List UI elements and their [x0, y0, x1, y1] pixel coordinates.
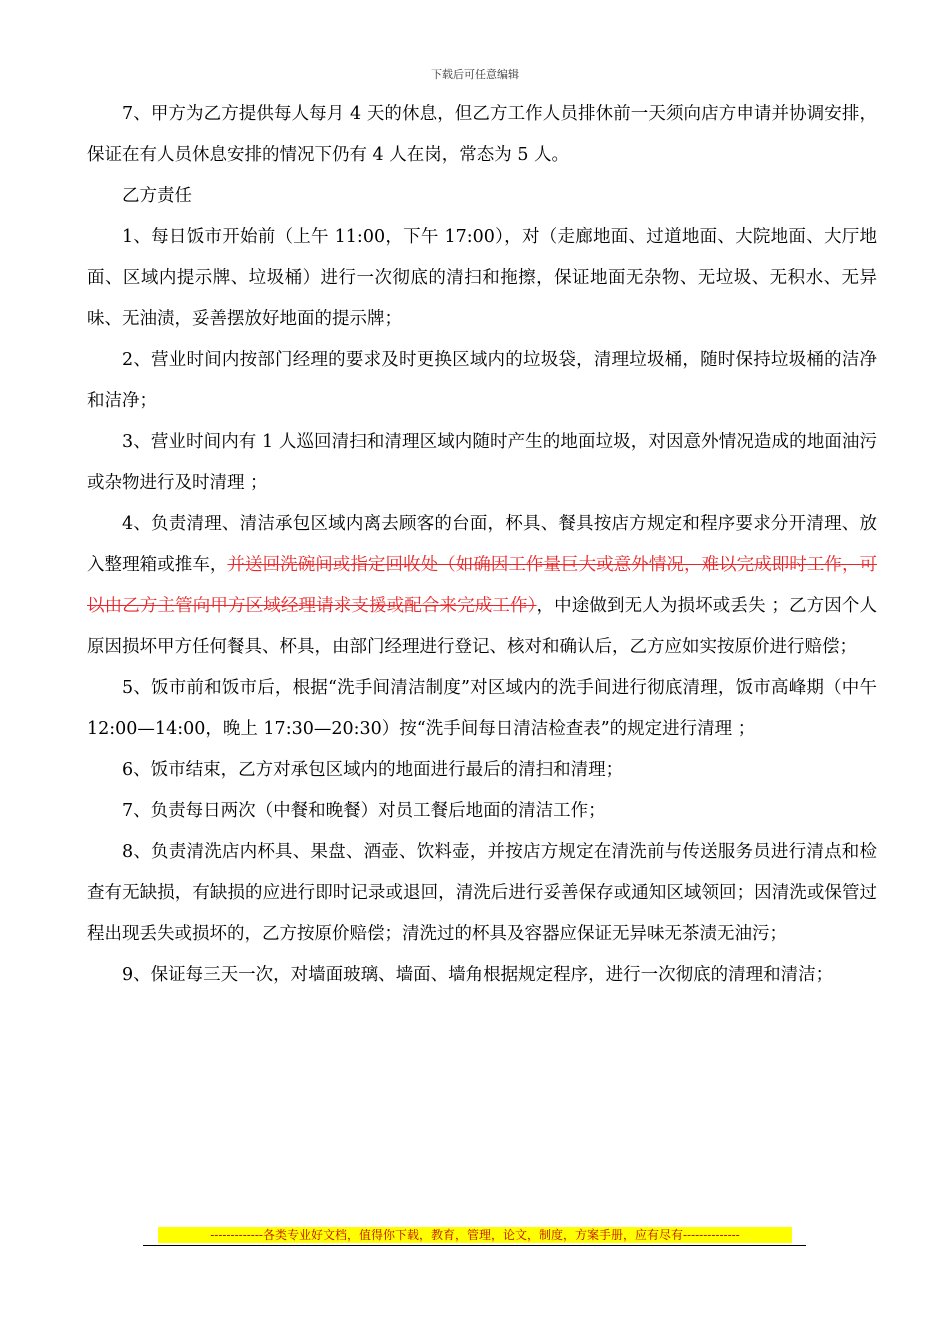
- duty-2-garbage-bags: 2、营业时间内按部门经理的要求及时更换区域内的垃圾袋，清理垃圾桶，随时保持垃圾桶的洁净和洁净；: [87, 350, 877, 411]
- duty-9-wall-cleaning: 9、保证每三天一次，对墙面玻璃、墙面、墙角根据规定程序，进行一次彻底的清理和清洁；: [122, 965, 834, 985]
- duty-6-closing-cleaning: 6、饭市结束，乙方对承包区域内的地面进行最后的清扫和清理；: [122, 760, 624, 780]
- duty-4-table-clearing: [87, 504, 877, 668]
- section-heading-party-b-duties: 乙方责任: [122, 186, 192, 206]
- footer-divider: [143, 1245, 806, 1246]
- page-header-note: 下载后可任意编辑: [431, 68, 519, 81]
- duty-4-text-before: 4、负责清理、清洁承包区域内离去顾客的台面，杯具、餐具按店方规定和程序要求分开清理、放入整理箱或推车，: [87, 514, 877, 575]
- duty-8-washing-utensils: 8、负责清洗店内杯具、果盘、酒壶、饮料壶，并按店方规定在清洗前与传送服务员进行清点和检查有无缺损，有缺损的应进行即时记录或退回，清洗后进行妥善保存或通知区域领回；因清洗或保管过程出现丢失或损坏的，乙方按原价赔偿；清洗过的杯具及容器应保证无异味无茶渍无油污；: [87, 842, 877, 944]
- duty-5-restroom-cleaning: 5、饭市前和饭市后，根据“洗手间清洁制度”对区域内的洗手间进行彻底清理，饭市高峰期（中午 12:00—14:00，晚上 17:30—20:30）按“洗手间每日清洁检查表”的规定进行清理 ；: [87, 678, 877, 739]
- duty-4-deleted-text: 并送回洗碗间或指定回收处（如确因工作量巨大或意外情况，难以完成即时工作，可以由乙方主管向甲方区域经理请求支援或配合来完成工作）: [87, 555, 878, 616]
- duty-4-text-after: ，中途做到无人为损坏或丢失 ；乙方因个人原因损坏甲方任何餐具、杯具，由部门经理进行登记、核对和确认后，乙方应如实按原价进行赔偿；: [87, 596, 878, 657]
- duty-1-pre-service-cleaning: 1、每日饭市开始前（上午 11:00，下午 17:00），对（走廊地面、过道地面、大院地面、大厅地面、区域内提示牌、垃圾桶）进行一次彻底的清扫和拖擦，保证地面无杂物、无垃圾、无积水、无异味、无油渍，妥善摆放好地面的提示牌；: [87, 227, 877, 329]
- duty-7-staff-meal-area: 7、负责每日两次（中餐和晚餐）对员工餐后地面的清洁工作；: [122, 801, 606, 821]
- footer-promo-banner: -------------各类专业好文档，值得你下载，教育，管理，论文，制度，方案手册，应有尽有--------------: [158, 1227, 792, 1243]
- document-body: [87, 94, 877, 996]
- paragraph-7-rest-days: 7、甲方为乙方提供每人每月 4 天的休息，但乙方工作人员排休前一天须向店方申请并协调安排，保证在有人员休息安排的情况下仍有 4 人在岗，常态为 5 人。: [87, 104, 877, 165]
- duty-3-patrol-cleaning: 3、营业时间内有 1 人巡回清扫和清理区域内随时产生的地面垃圾，对因意外情况造成的地面油污或杂物进行及时清理 ；: [87, 432, 877, 493]
